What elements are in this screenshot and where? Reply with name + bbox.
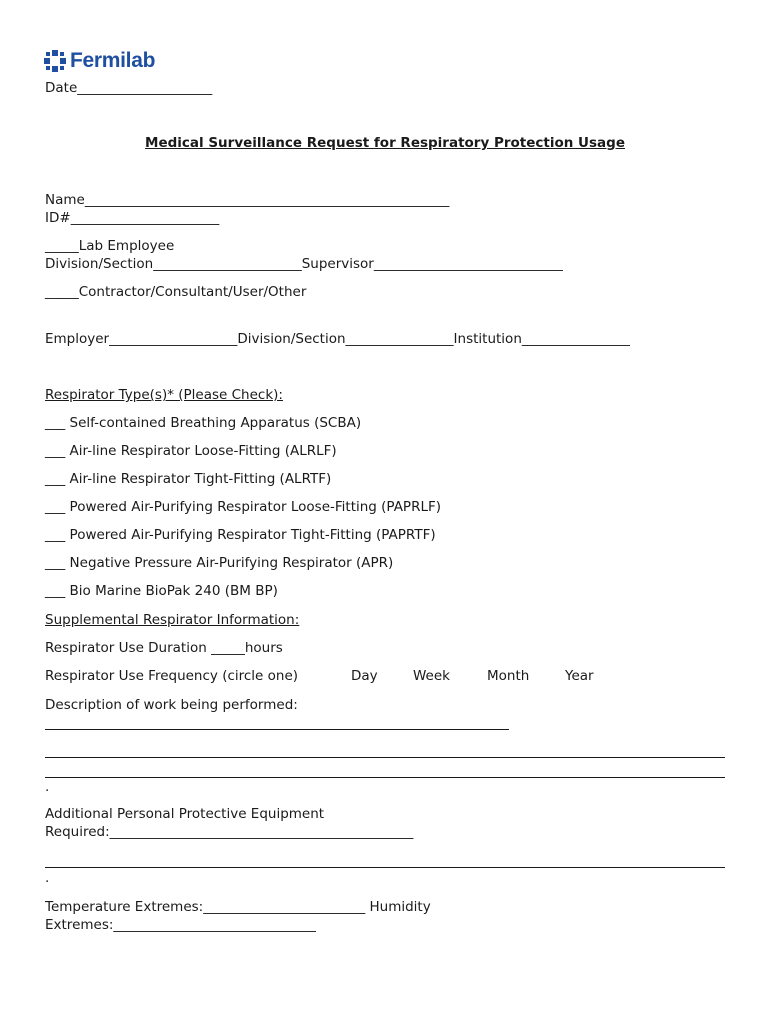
frequency-label: Respirator Use Frequency (circle one) — [45, 668, 299, 684]
respirator-types-heading: Respirator Type(s)* (Please Check): — [45, 387, 283, 403]
division-supervisor-fields[interactable]: Division/Section______________________Supervisor____________________________ — [45, 256, 563, 272]
logo-text: Fermilab — [70, 49, 156, 72]
respirator-option-alrtf[interactable]: ___ Air-line Respirator Tight-Fitting (ALRTF) — [45, 471, 332, 487]
respirator-option-alrlf[interactable]: ___ Air-line Respirator Loose-Fitting (ALRLF) — [45, 443, 337, 459]
frequency-option-month[interactable]: Month — [487, 668, 530, 684]
description-line-2[interactable] — [45, 757, 725, 758]
ppe-line[interactable] — [45, 867, 725, 868]
frequency-option-day[interactable]: Day — [351, 668, 378, 684]
form-title: Medical Surveillance Request for Respiratory Protection Usage — [145, 135, 625, 151]
ppe-label: Additional Personal Protective Equipment — [45, 806, 325, 822]
temperature-field[interactable]: Temperature Extremes:________________________ Humidity — [45, 899, 431, 915]
date-field[interactable]: Date____________________ — [45, 80, 213, 96]
fermilab-logo — [44, 50, 155, 72]
respirator-option-paprtf[interactable]: ___ Powered Air-Purifying Respirator Tight-Fitting (PAPRTF) — [45, 527, 436, 543]
ppe-required-field[interactable]: Required:_____________________________________________ — [45, 824, 414, 840]
name-field[interactable]: Name______________________________________________________ — [45, 192, 450, 208]
contractor-option[interactable]: _____Contractor/Consultant/User/Other — [45, 284, 307, 300]
lab-employee-option[interactable]: _____Lab Employee — [45, 238, 175, 254]
frequency-option-week[interactable]: Week — [413, 668, 450, 684]
supplemental-heading: Supplemental Respirator Information: — [45, 612, 300, 628]
employer-fields[interactable]: Employer___________________Division/Section________________Institution________________ — [45, 331, 630, 347]
duration-field[interactable]: Respirator Use Duration _____hours — [45, 640, 283, 656]
description-line-1[interactable] — [45, 729, 509, 730]
frequency-option-year[interactable]: Year — [565, 668, 594, 684]
ppe-period: . — [45, 870, 50, 886]
humidity-field[interactable]: Extremes:______________________________ — [45, 917, 316, 933]
fermilab-logo-icon — [44, 50, 66, 72]
id-field[interactable]: ID#______________________ — [45, 210, 220, 226]
respirator-option-bmbp[interactable]: ___ Bio Marine BioPak 240 (BM BP) — [45, 583, 278, 599]
description-label: Description of work being performed: — [45, 697, 298, 713]
respirator-option-apr[interactable]: ___ Negative Pressure Air-Purifying Respirator (APR) — [45, 555, 394, 571]
respirator-option-paprlf[interactable]: ___ Powered Air-Purifying Respirator Loose-Fitting (PAPRLF) — [45, 499, 442, 515]
description-line-3[interactable] — [45, 777, 725, 778]
respirator-option-scba[interactable]: ___ Self-contained Breathing Apparatus (SCBA) — [45, 415, 362, 431]
description-period: . — [45, 779, 50, 795]
